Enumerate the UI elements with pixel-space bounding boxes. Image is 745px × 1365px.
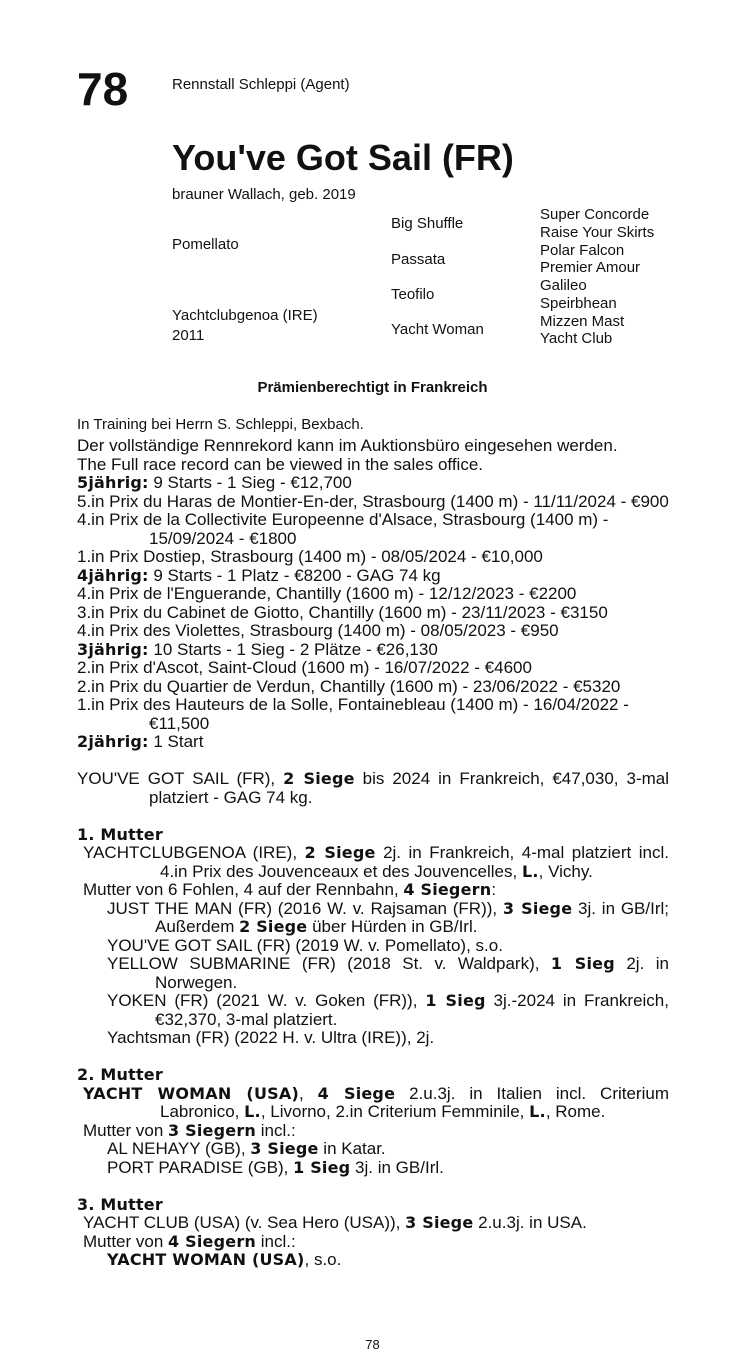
age3-summary: 3jährig: 10 Starts - 1 Sieg - 2 Plätze - €26,130 [77,639,438,659]
race-line: 2.in Prix d'Ascot, Saint-Cloud (1600 m) - 16/07/2022 - €4600 [77,658,532,677]
pedigree-sire: Pomellato [172,236,239,253]
lot-number: 78 [77,63,129,115]
race-line: 4.in Prix des Violettes, Strasbourg (1400 m) - 08/05/2023 - €950 [77,621,559,640]
pedigree-dam-dam: Yacht Woman [391,321,484,338]
pedigree-gen3-2: Raise Your Skirts [540,224,655,241]
age4-summary: 4jährig: 9 Starts - 1 Platz - €8200 - GAG 74 kg [77,565,441,585]
pedigree-dam-year: 2011 [172,327,205,344]
training-note: In Training bei Herrn S. Schleppi, Bexbach. [77,416,364,433]
catalogue-body [77,437,669,1270]
race-line: 1.in Prix Dostiep, Strasbourg (1400 m) - 08/05/2024 - €10,000 [77,547,543,566]
age5-summary: 5jährig: 9 Starts - 1 Sieg - €12,700 [77,473,352,492]
record-intro-en: The Full race record can be viewed in the sales office. [77,454,484,474]
horse-description: brauner Wallach, geb. 2019 [172,186,356,203]
pedigree-sire-dam: Passata [391,251,446,268]
race-line: 3.in Prix du Cabinet de Giotto, Chantilly (1600 m) - 23/11/2023 - €3150 [77,602,608,622]
dam1-produce: Mutter von 6 Fohlen, 4 auf der Rennbahn, 4 Siegern: [83,880,497,899]
foal-line: YACHT WOMAN (USA), s.o. [107,1250,342,1269]
race-line: 1.in Prix des Hauteurs de la Solle, Fontainebleau (1400 m) - 16/04/2022 - €11,500 [77,695,629,733]
pedigree-gen3-8: Yacht Club [540,330,613,347]
foal-line: PORT PARADISE (GB), 1 Sieg 3j. in GB/Irl. [107,1157,444,1177]
race-line: 4.in Prix de la Collectivite Europeenne d'Alsace, Strasbourg (1400 m) - 15/09/2024 - €1800 [77,510,609,548]
dam1-record: YACHTCLUBGENOA (IRE), 2 Siege 2j. in Frankreich, 4-mal platziert incl. 4.in Prix des Jouvenceaux et des Jouvencelles, L., Vichy. [83,843,669,881]
dam3-produce: Mutter von 4 Siegern incl.: [83,1231,296,1251]
pedigree-gen3-6: Speirbhean [540,295,617,312]
dam2-heading: 2. Mutter [77,1065,163,1084]
foal-line: YOU'VE GOT SAIL (FR) (2019 W. v. Pomellato), s.o. [107,935,503,955]
eligibility-note: Prämienberechtigt in Frankreich [257,379,488,396]
pedigree-dam-sire: Teofilo [391,286,435,303]
pedigree-gen3-7: Mizzen Mast [540,313,625,330]
pedigree-gen3-3: Polar Falcon [540,242,625,259]
pedigree-gen3-1: Super Concorde [540,206,650,223]
race-line: 4.in Prix de l'Enguerande, Chantilly (1600 m) - 12/12/2023 - €2200 [77,584,577,603]
dam3-record: YACHT CLUB (USA) (v. Sea Hero (USA)), 3 Siege 2.u.3j. in USA. [83,1213,587,1232]
race-line: 2.in Prix du Quartier de Verdun, Chantilly (1600 m) - 23/06/2022 - €5320 [77,676,621,696]
pedigree-gen3-4: Premier Amour [540,259,641,276]
pedigree-gen3-5: Galileo [540,277,587,294]
career-summary: YOU'VE GOT SAIL (FR), 2 Siege bis 2024 in Frankreich, €47,030, 3-mal platziert - GAG 74 kg. [77,769,670,807]
page-number: 78 [365,1337,380,1352]
age2-label: 2jährig: [77,732,149,751]
dam1-heading: 1. Mutter [77,824,163,844]
foal-line: Yachtsman (FR) (2022 H. v. Ultra (IRE)), 2j. [107,1028,435,1047]
dam3-heading: 3. Mutter [77,1194,163,1214]
dam2-record: YACHT WOMAN (USA), 4 Siege 2.u.3j. in Italien incl. Criterium Labronico, L., Livorno, 2.in Criterium Femminile, L., Rome. [83,1083,669,1121]
pedigree-sire-sire: Big Shuffle [391,215,464,232]
pedigree-dam: Yachtclubgenoa (IRE) [172,307,318,324]
age5-label: 5jährig: [77,473,149,492]
age3-label: 3jährig: [77,639,149,659]
foal-line: YOKEN (FR) (2021 W. v. Goken (FR)), 1 Sieg 3j.-2024 in Frankreich, €32,370, 3-mal platziert. [107,991,669,1029]
age4-label: 4jährig: [77,565,149,585]
foal-line: AL NEHAYY (GB), 3 Siege in Katar. [107,1139,386,1158]
foal-line: YELLOW SUBMARINE (FR) (2018 St. v. Waldpark), 1 Sieg 2j. in Norwegen. [107,954,669,992]
horse-name: You've Got Sail (FR) [172,137,514,178]
dam2-produce: Mutter von 3 Siegern incl.: [83,1120,296,1140]
age2-summary: 2jährig: 1 Start [77,732,204,751]
record-intro-de: Der vollständige Rennrekord kann im Auktionsbüro eingesehen werden. [77,436,618,455]
consignor: Rennstall Schleppi (Agent) [172,76,350,93]
foal-line: JUST THE MAN (FR) (2016 W. v. Rajsaman (FR)), 3 Siege 3j. in GB/Irl; Außerdem 2 Siege über Hürden in GB/Irl. [107,898,669,936]
race-line: 5.in Prix du Haras de Montier-En-der, Strasbourg (1400 m) - 11/11/2024 - €900 [77,491,669,511]
